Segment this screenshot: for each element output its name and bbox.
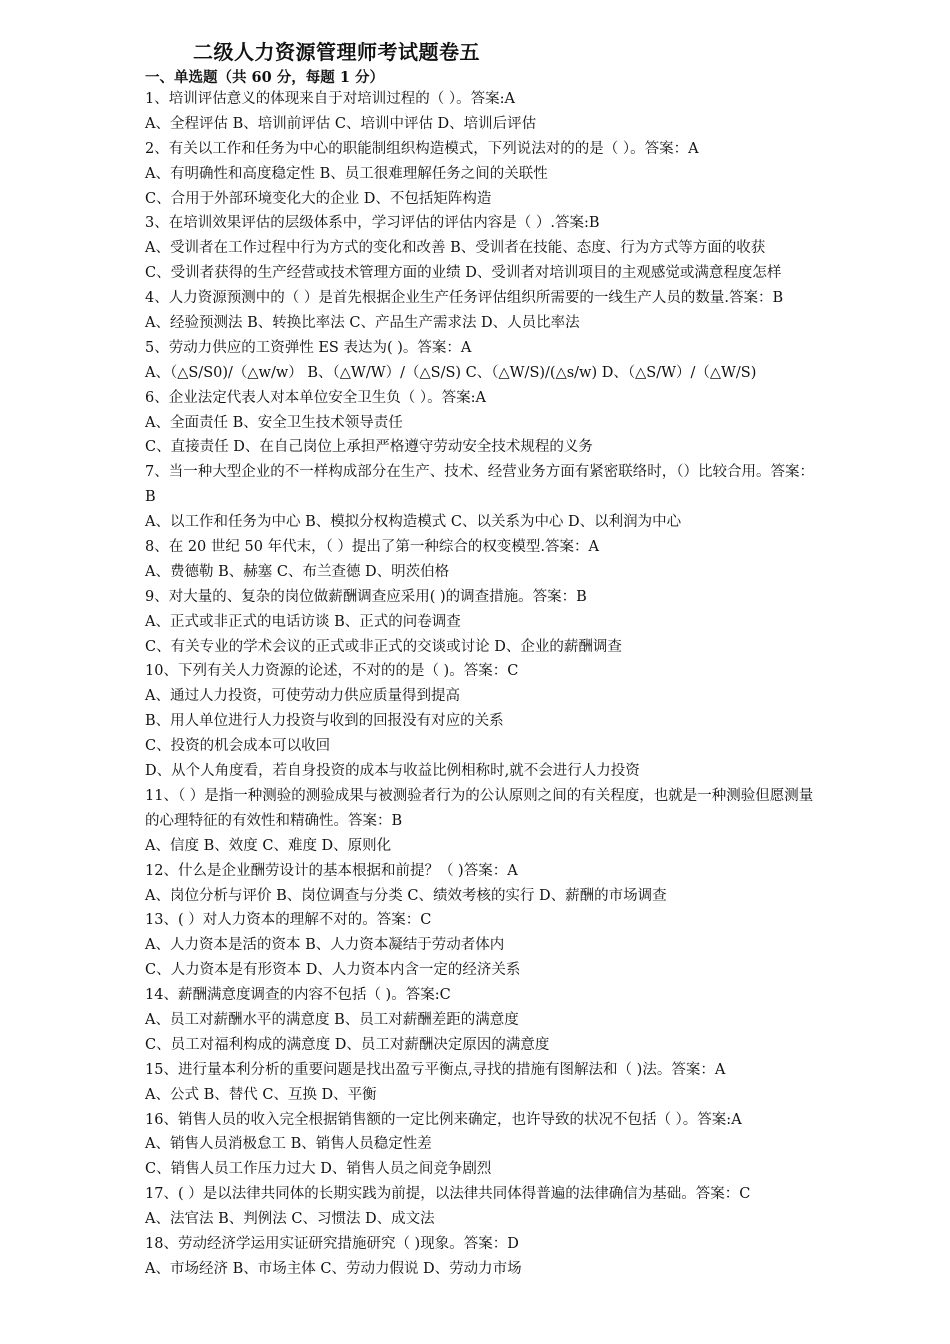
text-line: C、投资的机会成本可以收回 (145, 738, 331, 755)
text-line: A、公式 B、替代 C、互换 D、平衡 (145, 1086, 377, 1103)
text-line: 7、当一种大型企业的不一样构成部分在生产、技术、经营业务方面有紧密联络时，（）比较合用。答案： (145, 464, 814, 481)
text-line: 13、( ）对人力资本的理解不对的。答案：C (145, 912, 432, 929)
text-line: 10、下列有关人力资源的论述，不对的的是（ )。答案：C (145, 663, 519, 680)
text-line: A、通过人力投资，可使劳动力供应质量得到提高 (145, 688, 460, 705)
text-line: A、信度 B、效度 C、难度 D、原则化 (145, 837, 392, 854)
text-line: 3、在培训效果评估的层级体系中，学习评估的评估内容是（ ）.答案:B (145, 215, 600, 232)
text-line: A、销售人员消极怠工 B、销售人员稳定性差 (145, 1136, 432, 1153)
text-line: 12、什么是企业酬劳设计的基本根据和前提？（ )答案：A (145, 862, 518, 879)
text-line: 4、人力资源预测中的（ ）是首先根据企业生产任务评估组织所需要的一线生产人员的数量.答案：B (145, 290, 784, 307)
section-heading: 一、单选题（共 60 分，每题 1 分） (145, 69, 384, 86)
text-line: 11、（ ）是指一种测验的测验成果与被测验者行为的公认原则之间的有关程度，也就是一种测验但愿测量 (145, 787, 814, 804)
text-line: C、有关专业的学术会议的正式或非正式的交谈或讨论 D、企业的薪酬调查 (145, 638, 622, 655)
text-line: C、人力资本是有形资本 D、人力资本内含一定的经济关系 (145, 962, 521, 979)
text-line: A、正式或非正式的电话访谈 B、正式的问卷调查 (145, 613, 461, 630)
text-line: 1、培训评估意义的体现来自于对培训过程的（ ）。答案:A (145, 91, 515, 107)
text-line: A、员工对薪酬水平的满意度 B、员工对薪酬差距的满意度 (145, 1011, 519, 1028)
text-line: A、费德勒 B、赫塞 C、布兰查德 D、明茨伯格 (145, 563, 450, 580)
document-title: 二级人力资源管理师考试题卷五 (193, 40, 480, 64)
text-line: 8、在 20 世纪 50 年代末，（ ）提出了第一种综合的权变模型.答案：A (145, 539, 600, 556)
text-line: 15、进行量本利分析的重要问题是找出盈亏平衡点,寻找的措施有图解法和（ )法。答案：A (145, 1061, 726, 1078)
text-line: C、受训者获得的生产经营或技术管理方面的业绩 D、受训者对培训项目的主观感觉或满意程度怎样 (145, 265, 782, 282)
text-line: 16、销售人员的收入完全根据销售额的一定比例来确定，也许导致的状况不包括（ ）。答案:A (145, 1111, 742, 1128)
text-line: A、岗位分析与评价 B、岗位调查与分类 C、绩效考核的实行 D、薪酬的市场调查 (145, 887, 667, 904)
question-list (145, 87, 940, 1282)
text-line: A、全程评估 B、培训前评估 C、培训中评估 D、培训后评估 (145, 115, 537, 132)
text-line: 14、薪酬满意度调查的内容不包括（ )。答案:C (145, 987, 451, 1004)
text-line: B、用人单位进行人力投资与收到的回报没有对应的关系 (145, 713, 504, 730)
text-line: A、全面责任 B、安全卫生技术领导责任 (145, 414, 403, 431)
text-line: 5、劳动力供应的工资弹性 ES 表达为( )。答案：A (145, 339, 472, 356)
text-line: B (145, 489, 156, 506)
text-line: A、市场经济 B、市场主体 C、劳动力假说 D、劳动力市场 (145, 1260, 522, 1277)
text-line: A、以工作和任务为中心 B、模拟分权构造模式 C、以关系为中心 D、以利润为中心 (145, 514, 682, 531)
text-line: C、员工对福利构成的满意度 D、员工对薪酬决定原因的满意度 (145, 1036, 550, 1053)
text-line: 18、劳动经济学运用实证研究措施研究（ )现象。答案：D (145, 1235, 519, 1252)
text-line: A、法官法 B、判例法 C、习惯法 D、成文法 (145, 1211, 435, 1228)
text-line: C、直接责任 D、在自己岗位上承担严格遵守劳动安全技术规程的义务 (145, 439, 593, 456)
text-line: 6、企业法定代表人对本单位安全卫生负（ ）。答案:A (145, 389, 486, 406)
text-line: 9、对大量的、复杂的岗位做薪酬调查应采用( )的调查措施。答案：B (145, 588, 587, 605)
text-line: 2、有关以工作和任务为中心的职能制组织构造模式，下列说法对的的是（ ）。答案：A (145, 140, 699, 157)
text-line: 17、( ）是以法律共同体的长期实践为前提，以法律共同体得普遍的法律确信为基础。答案：C (145, 1186, 751, 1203)
text-line: A、人力资本是活的资本 B、人力资本凝结于劳动者体内 (145, 937, 505, 954)
text-line: D、从个人角度看，若自身投资的成本与收益比例相称时,就不会进行人力投资 (145, 763, 640, 780)
text-line: 的心理特征的有效性和精确性。答案：B (145, 812, 403, 829)
text-line: A、受训者在工作过程中行为方式的变化和改善 B、受训者在技能、态度、行为方式等方面的收获 (145, 240, 766, 257)
text-line: A、（△S/S0)/（△w/w） B、（△W/W）/（△S/S) C、（△W/S)/(△s/w) D、（△S/W）/（△W/S) (145, 364, 757, 381)
text-line: A、经验预测法 B、转换比率法 C、产品生产需求法 D、人员比率法 (145, 315, 580, 332)
text-line: A、有明确性和高度稳定性 B、员工很难理解任务之间的关联性 (145, 165, 548, 182)
text-line: C、销售人员工作压力过大 D、销售人员之间竞争剧烈 (145, 1161, 492, 1178)
text-line: C、合用于外部环境变化大的企业 D、不包括矩阵构造 (145, 190, 492, 207)
